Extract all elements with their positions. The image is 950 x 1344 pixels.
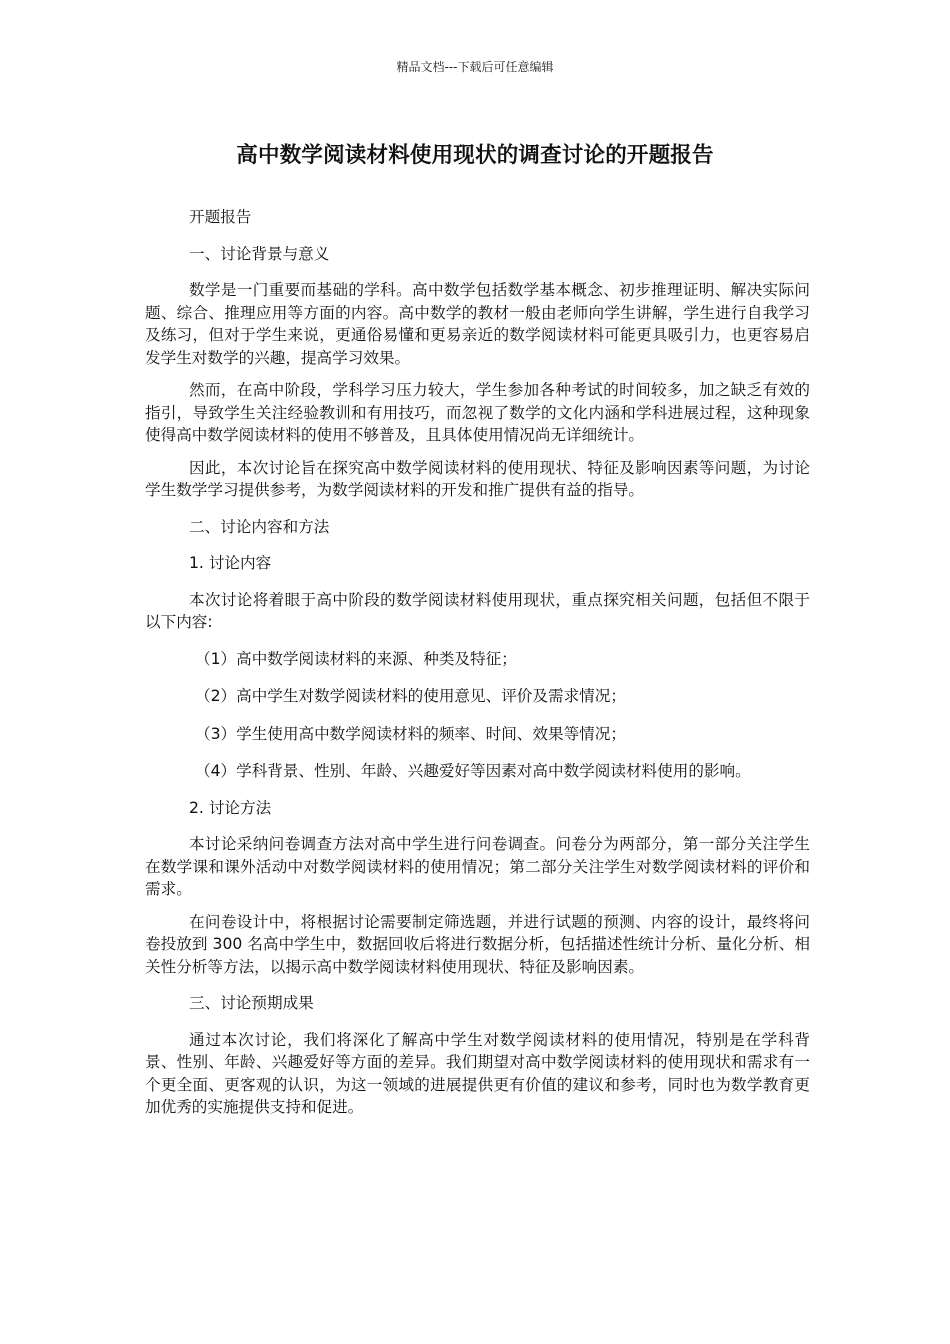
section-2-paragraph-1: 本次讨论将着眼于高中阶段的数学阅读材料使用现状，重点探究相关问题，包括但不限于以下内容: xyxy=(145,590,810,631)
section-2-paragraph-3: 在问卷设计中，将根据讨论需要制定筛选题，并进行试题的预测、内容的设计，最终将问卷投放到 300 名高中学生中，数据回收后将进行数据分析，包括描述性统计分析、量化分析、相关性分析等方法，以揭示高中数学阅读材料使用现状、特征及影响因素。 xyxy=(145,912,810,976)
section-2-subheading-1: 1. 讨论内容 xyxy=(189,554,272,572)
list-item: （3）学生使用高中数学阅读材料的频率、时间、效果等情况； xyxy=(195,724,626,743)
section-2-subheading-2: 2. 讨论方法 xyxy=(189,798,272,817)
section-2-heading: 二、讨论内容和方法 xyxy=(189,517,330,536)
section-3-paragraph-1: 通过本次讨论，我们将深化了解高中学生对数学阅读材料的使用情况，特别是在学科背景、性别、年龄、兴趣爱好等方面的差异。我们期望对高中数学阅读材料的使用现状和需求有一个更全面、更客观的认识，为这一领域的进展提供更有价值的建议和参考，同时也为数学教育更加优秀的实施提供支持和促进。 xyxy=(145,1030,810,1116)
list-item: （1）高中数学阅读材料的来源、种类及特征； xyxy=(195,649,517,668)
list-item: （4）学科背景、性别、年龄、兴趣爱好等因素对高中数学阅读材料使用的影响。 xyxy=(195,762,751,780)
document-title: 高中数学阅读材料使用现状的调查讨论的开题报告 xyxy=(236,143,714,168)
list-item: （2）高中学生对数学阅读材料的使用意见、评价及需求情况； xyxy=(195,687,626,705)
section-3-heading: 三、讨论预期成果 xyxy=(189,994,314,1012)
section-1-paragraph-2: 然而，在高中阶段，学科学习压力较大，学生参加各种考试的时间较多，加之缺乏有效的指引，导致学生关注经验教训和有用技巧，而忽视了数学的文化内涵和学科进展过程，这种现象使得高中数学阅读材料的使用不够普及，且具体使用情况尚无详细统计。 xyxy=(145,381,810,444)
page-header: 精品文档---下载后可任意编辑 xyxy=(396,60,554,74)
section-1-paragraph-3: 因此，本次讨论旨在探究高中数学阅读材料的使用现状、特征及影响因素等问题，为讨论学生数学学习提供参考，为数学阅读材料的开发和推广提供有益的指导。 xyxy=(145,458,810,499)
report-label: 开题报告 xyxy=(189,208,252,226)
section-1-heading: 一、讨论背景与意义 xyxy=(189,244,330,263)
document-body xyxy=(145,206,810,1129)
section-2-paragraph-2: 本讨论采纳问卷调查方法对高中学生进行问卷调查。问卷分为两部分，第一部分关注学生在数学课和课外活动中对数学阅读材料的使用情况；第二部分关注学生对数学阅读材料的评价和需求。 xyxy=(145,835,810,898)
section-1-paragraph-1: 数学是一门重要而基础的学科。高中数学包括数学基本概念、初步推理证明、解决实际问题、综合、推理应用等方面的内容。高中数学的教材一般由老师向学生讲解，学生进行自我学习及练习，但对于学生来说，更通俗易懂和更易亲近的数学阅读材料可能更具吸引力，也更容易启发学生对数学的兴趣，提高学习效果。 xyxy=(145,281,810,367)
